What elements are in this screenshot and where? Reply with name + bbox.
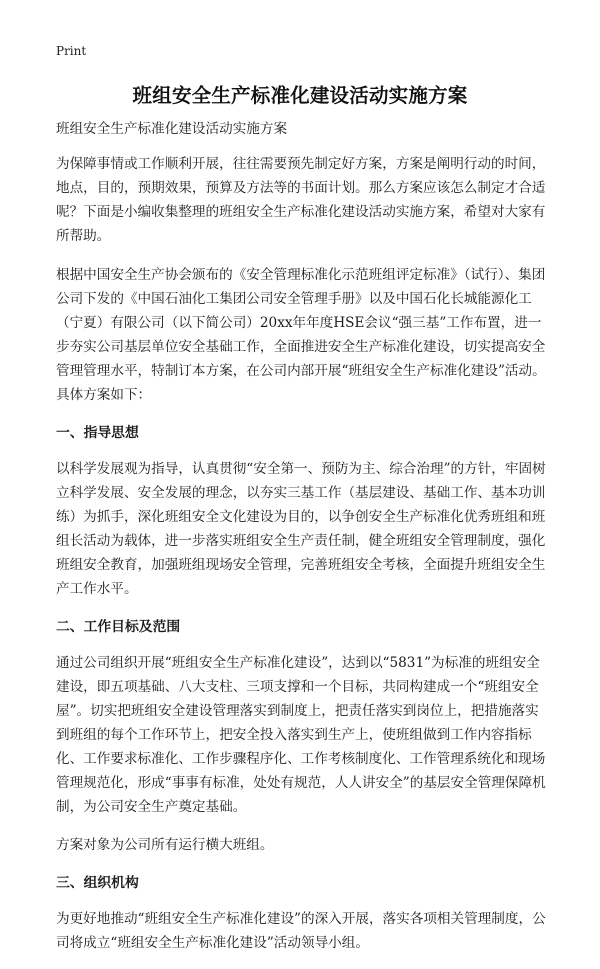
print-label: Print (56, 44, 87, 58)
section-heading-guiding-ideology: 一、指导思想 (56, 425, 139, 441)
section-heading-goals-scope: 二、工作目标及范围 (56, 619, 181, 635)
section-paragraph: 方案对象为公司所有运行横大班组。 (56, 837, 274, 853)
background-paragraph: 根据中国安全生产协会颁布的《安全管理标准化示范班组评定标准》（试行）、集团公司下发的《中国石油化工集团公司安全管理手册》以及中国石化长城能源化工（宁夏）有限公司（以下简公司）20xx年年度HSE会议“强三基”工作布置，进一步夯实公司基层单位安全基础工作，全面推进安全生产标准化建设，切实提高安全管理管理水平，特制订本方案，在公司内部开展“班组安全生产标准化建设”活动。具体方案如下： (56, 267, 546, 403)
document-body (56, 117, 546, 969)
section-heading-organization: 三、组织机构 (56, 875, 139, 891)
document-title: 班组安全生产标准化建设活动实施方案 (132, 84, 468, 107)
document-subtitle: 班组安全生产标准化建设活动实施方案 (56, 121, 288, 137)
intro-paragraph: 为保障事情或工作顺利开展，往往需要预先制定好方案，方案是阐明行动的时间，地点，目的，预期效果，预算及方法等的书面计划。那么方案应该怎么制定才合适呢？下面是小编收集整理的班组安全生产标准化建设活动实施方案，希望对大家有所帮助。 (56, 156, 546, 244)
section-paragraph: 通过公司组织开展“班组安全生产标准化建设”，达到以“5831”为标准的班组安全建设，即五项基础、八大支柱、三项支撑和一个目标，共同构建成一个“班组安全屋”。切实把班组安全建设管理落实到制度上，把责任落实到岗位上，把措施落实到班组的每个工作环节上，把安全投入落实到生产上，使班组做到工作内容指标化、工作要求标准化、工作步骤程序化、工作考核制度化、工作管理系统化和现场管理规范化，形成“事事有标准，处处有规范，人人讲安全”的基层安全管理保障机制，为公司安全生产奠定基础。 (56, 655, 546, 815)
section-paragraph: 为更好地推动“班组安全生产标准化建设”的深入开展，落实各项相关管理制度，公司将成立“班组安全生产标准化建设”活动领导小组。 (56, 911, 546, 951)
section-paragraph: 以科学发展观为指导，认真贯彻“安全第一、预防为主、综合治理”的方针，牢固树立科学发展、安全发展的理念，以夯实三基工作（基层建设、基础工作、基本功训练）为抓手，深化班组安全文化建设为目的，以争创安全生产标准化优秀班组和班组长活动为载体，进一步落实班组安全生产责任制，健全班组安全管理制度，强化班组安全教育，加强班组现场安全管理，完善班组安全考核，全面提升班组安全生产工作水平。 (56, 461, 546, 597)
